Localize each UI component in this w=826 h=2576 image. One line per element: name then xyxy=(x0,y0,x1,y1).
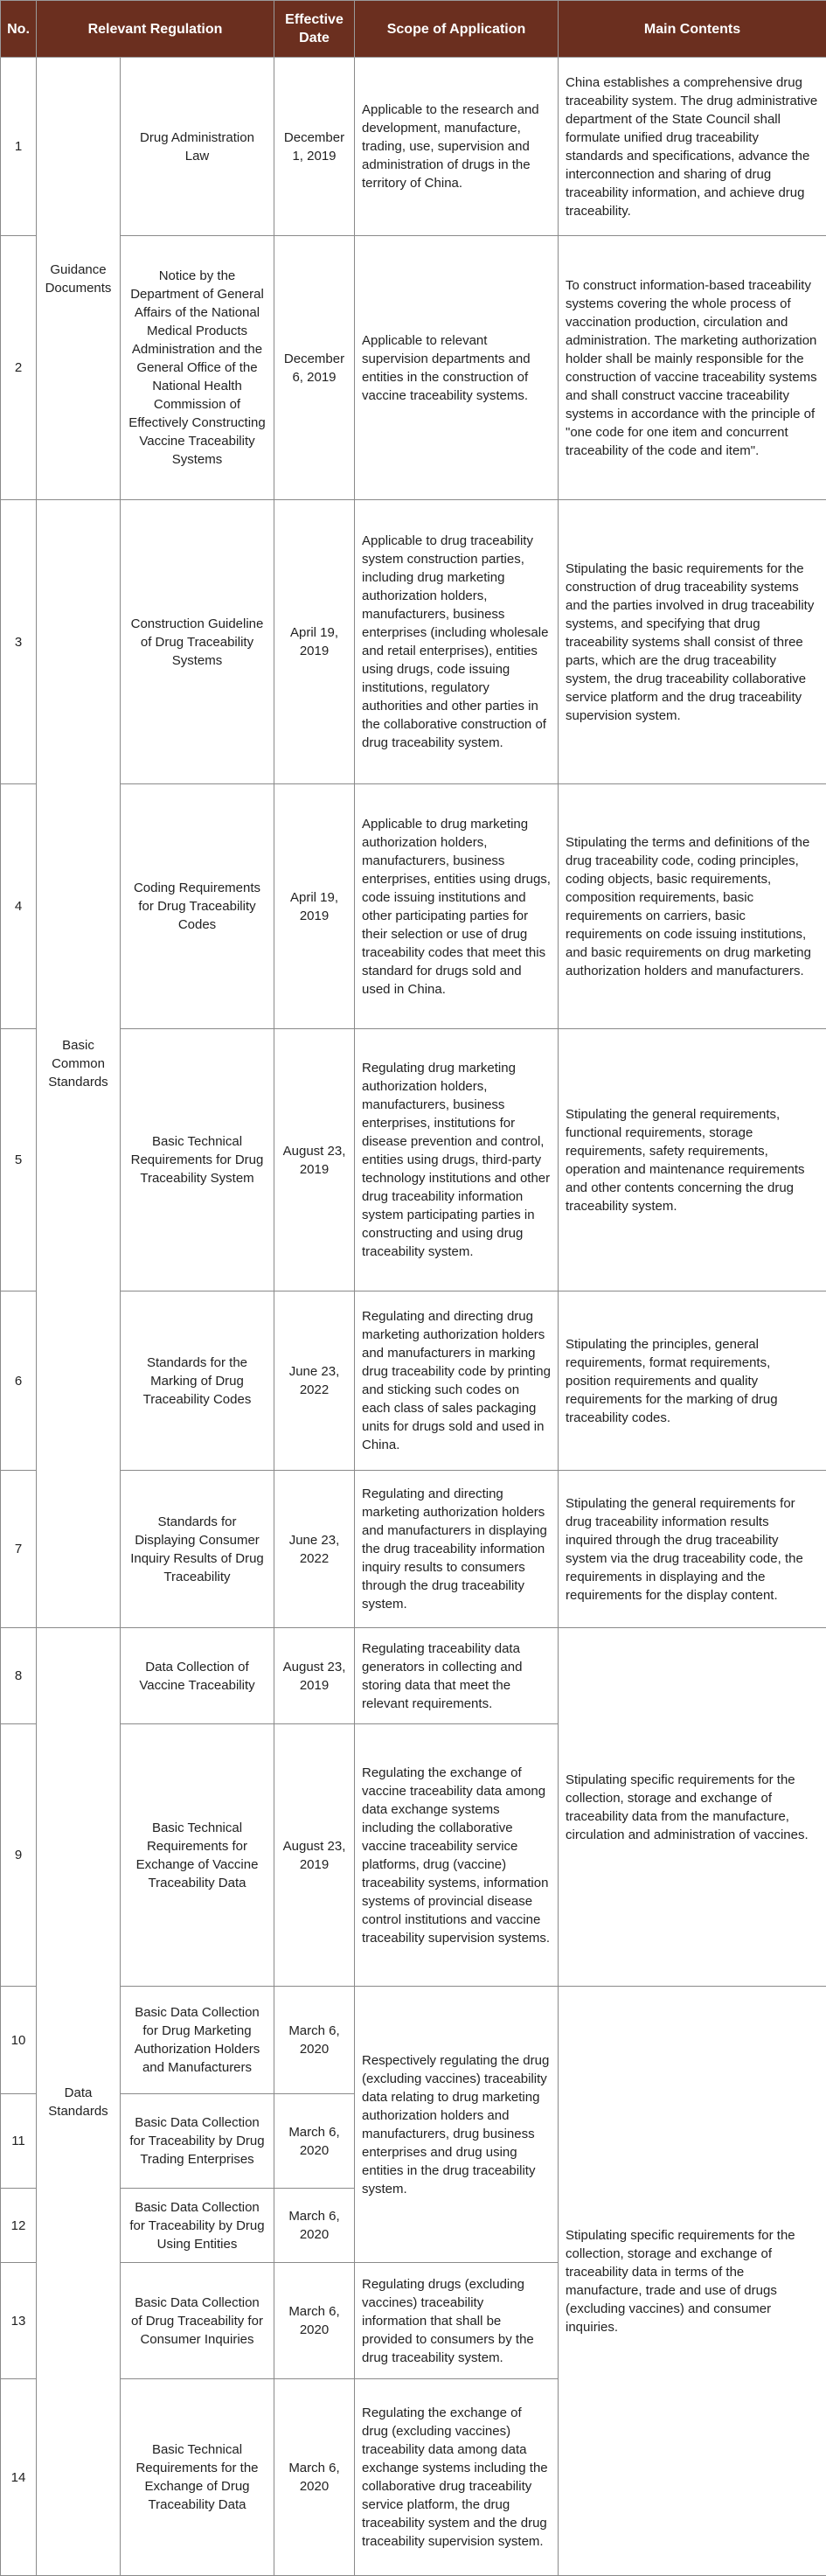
category-data-standards: Data Standards xyxy=(37,1628,121,2576)
table-row xyxy=(1,1029,826,1291)
row-number: 9 xyxy=(1,1724,37,1987)
effective-date: December 6, 2019 xyxy=(274,236,355,500)
header-main-contents: Main Contents xyxy=(559,1,826,58)
regulation-name: Basic Data Collection for Drug Marketing Authorization Holders and Manufacturers xyxy=(121,1987,274,2094)
main-contents: Stipulating the basic requirements for the construction of drug traceability systems and the parties involved in drug traceability systems, and specifying that drug traceability systems shall consist of three parts, which are the drug traceability system, the drug traceability collaborative service platform and the drug traceability supervision system. xyxy=(559,500,826,784)
regulation-name: Data Collection of Vaccine Traceability xyxy=(121,1628,274,1724)
main-contents: Stipulating the terms and definitions of the drug traceability code, coding principles, coding objects, basic requirements, composition requirements, basic requirements on carriers, basic requirements on code issuing institutions, and basic requirements on drug marketing authorization holders and manufacturers. xyxy=(559,784,826,1029)
main-contents: Stipulating the general requirements, functional requirements, storage requirements, safety requirements, operation and maintenance requirements and other contents concerning the drug traceability system. xyxy=(559,1029,826,1291)
effective-date: March 6, 2020 xyxy=(274,2189,355,2263)
scope-of-application: Regulating traceability data generators in collecting and storing data that meet the relevant requirements. xyxy=(355,1628,559,1724)
effective-date: April 19, 2019 xyxy=(274,500,355,784)
regulation-name: Construction Guideline of Drug Traceability Systems xyxy=(121,500,274,784)
scope-of-application: Regulating the exchange of vaccine traceability data among data exchange systems including the collaborative vaccine traceability service platforms, drug (vaccine) traceability systems, information systems of provincial disease control institutions and vaccine traceability supervision systems. xyxy=(355,1724,559,1987)
main-contents: Stipulating specific requirements for the collection, storage and exchange of traceability data in terms of the manufacture, trade and use of drugs (excluding vaccines) and consumer inquiries. xyxy=(559,1987,826,2576)
effective-date: April 19, 2019 xyxy=(274,784,355,1029)
scope-of-application: Respectively regulating the drug (excluding vaccines) traceability data relating to drug marketing authorization holders and manufacturers, drug business enterprises and drug using entities in the drug traceability system. xyxy=(355,1987,559,2263)
header-scope: Scope of Application xyxy=(355,1,559,58)
main-contents: Stipulating specific requirements for the collection, storage and exchange of traceability data from the manufacture, circulation and administration of vaccines. xyxy=(559,1628,826,1987)
row-number: 14 xyxy=(1,2379,37,2576)
regulation-name: Standards for Displaying Consumer Inquiry Results of Drug Traceability xyxy=(121,1471,274,1628)
header-relevant-regulation: Relevant Regulation xyxy=(37,1,274,58)
effective-date: March 6, 2020 xyxy=(274,2379,355,2576)
row-number: 2 xyxy=(1,236,37,500)
row-number: 4 xyxy=(1,784,37,1029)
regulation-name: Basic Data Collection of Drug Traceability for Consumer Inquiries xyxy=(121,2263,274,2379)
regulation-name: Basic Data Collection for Traceability by Drug Using Entities xyxy=(121,2189,274,2263)
main-contents: Stipulating the general requirements for drug traceability information results inquired through the drug traceability system via the drug traceability code, the requirements in displaying and the requirements for the display content. xyxy=(559,1471,826,1628)
header-no: No. xyxy=(1,1,37,58)
scope-of-application: Applicable to drug traceability system construction parties, including drug marketing authorization holders, manufacturers, business enterprises (including wholesale and retail enterprises), entities using drugs, code issuing institutions, regulatory authorities and other parties in the collaborative construction of drug traceability system. xyxy=(355,500,559,784)
effective-date: December 1, 2019 xyxy=(274,58,355,236)
scope-of-application: Regulating and directing drug marketing authorization holders and manufacturers in marking drug traceability code by printing and sticking such codes on each class of sales packaging units for drugs sold and used in China. xyxy=(355,1291,559,1471)
scope-of-application: Regulating and directing marketing authorization holders and manufacturers in displaying the drug traceability information inquiry results to consumers through the drug traceability system. xyxy=(355,1471,559,1628)
row-number: 12 xyxy=(1,2189,37,2263)
effective-date: August 23, 2019 xyxy=(274,1029,355,1291)
row-number: 11 xyxy=(1,2094,37,2189)
effective-date: March 6, 2020 xyxy=(274,2094,355,2189)
category-guidance-documents: Guidance Documents xyxy=(37,58,121,500)
effective-date: June 23, 2022 xyxy=(274,1291,355,1471)
table-row xyxy=(1,500,826,784)
effective-date: June 23, 2022 xyxy=(274,1471,355,1628)
scope-of-application: Applicable to the research and development, manufacture, trading, use, supervision and administration of drugs in the territory of China. xyxy=(355,58,559,236)
regulation-name: Basic Technical Requirements for the Exchange of Drug Traceability Data xyxy=(121,2379,274,2576)
table-row xyxy=(1,1987,826,2094)
regulation-name: Basic Technical Requirements for Drug Traceability System xyxy=(121,1029,274,1291)
table-row xyxy=(1,1291,826,1471)
regulation-name: Coding Requirements for Drug Traceability Codes xyxy=(121,784,274,1029)
effective-date: March 6, 2020 xyxy=(274,2263,355,2379)
table-row xyxy=(1,58,826,236)
effective-date: March 6, 2020 xyxy=(274,1987,355,2094)
effective-date: August 23, 2019 xyxy=(274,1724,355,1987)
scope-of-application: Regulating the exchange of drug (excluding vaccines) traceability data among data exchange systems including the collaborative drug traceability service platform, the drug traceability system and the drug traceability supervision system. xyxy=(355,2379,559,2576)
regulation-name: Basic Data Collection for Traceability by Drug Trading Enterprises xyxy=(121,2094,274,2189)
header-row xyxy=(1,1,826,58)
scope-of-application: Regulating drugs (excluding vaccines) traceability information that shall be provided to consumers by the drug traceability system. xyxy=(355,2263,559,2379)
scope-of-application: Applicable to relevant supervision departments and entities in the construction of vaccine traceability systems. xyxy=(355,236,559,500)
table-row xyxy=(1,784,826,1029)
regulation-name: Notice by the Department of General Affairs of the National Medical Products Administration and the General Office of the National Health Commission of Effectively Constructing Vaccine Traceability Systems xyxy=(121,236,274,500)
row-number: 5 xyxy=(1,1029,37,1291)
row-number: 10 xyxy=(1,1987,37,2094)
row-number: 1 xyxy=(1,58,37,236)
category-basic-common-standards: Basic Common Standards xyxy=(37,500,121,1628)
regulation-name: Standards for the Marking of Drug Traceability Codes xyxy=(121,1291,274,1471)
regulation-name: Drug Administration Law xyxy=(121,58,274,236)
row-number: 13 xyxy=(1,2263,37,2379)
header-effective-date: Effective Date xyxy=(274,1,355,58)
row-number: 8 xyxy=(1,1628,37,1724)
main-contents: To construct information-based traceability systems covering the whole process of vaccination production, circulation and administration. The marketing authorization holder shall be mainly responsible for the construction of vaccine traceability systems and shall construct vaccine traceability systems in accordance with the principle of "one code for one item and concurrent traceability of the code and item". xyxy=(559,236,826,500)
table-row xyxy=(1,1628,826,1724)
scope-of-application: Applicable to drug marketing authorization holders, manufacturers, business enterprises, entities using drugs, code issuing institutions and other participating parties for their selection or use of drug traceability codes that meet this standard for drugs sold and used in China. xyxy=(355,784,559,1029)
regulation-name: Basic Technical Requirements for Exchange of Vaccine Traceability Data xyxy=(121,1724,274,1987)
row-number: 7 xyxy=(1,1471,37,1628)
row-number: 6 xyxy=(1,1291,37,1471)
table-row xyxy=(1,1471,826,1628)
scope-of-application: Regulating drug marketing authorization holders, manufacturers, business enterprises, institutions for disease prevention and control, entities using drugs, third-party technology institutions and other drug traceability information system participating parties in constructing and using drug traceability system. xyxy=(355,1029,559,1291)
table-row xyxy=(1,236,826,500)
main-contents: China establishes a comprehensive drug traceability system. The drug administrative department of the State Council shall formulate unified drug traceability standards and specifications, advance the interconnection and sharing of drug traceability information, and achieve drug traceability. xyxy=(559,58,826,236)
main-contents: Stipulating the principles, general requirements, format requirements, position requirements and quality requirements for the marking of drug traceability codes. xyxy=(559,1291,826,1471)
row-number: 3 xyxy=(1,500,37,784)
effective-date: August 23, 2019 xyxy=(274,1628,355,1724)
